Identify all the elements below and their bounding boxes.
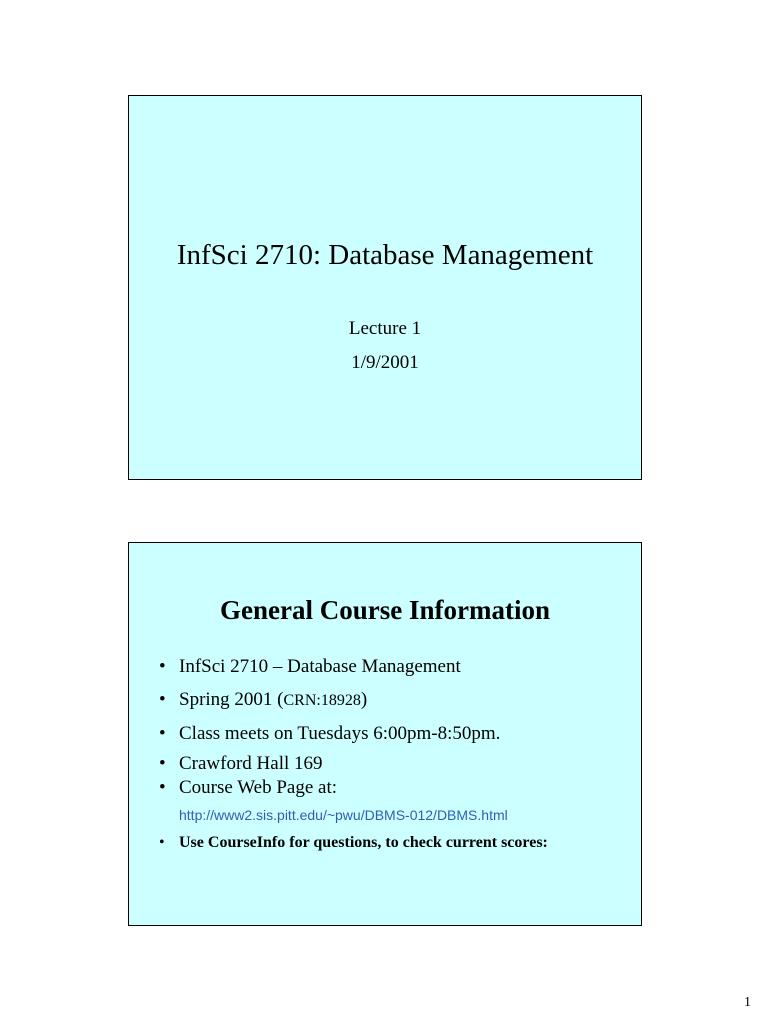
bullet-text: Course Web Page at: xyxy=(179,777,338,798)
courseinfo-text: CourseInfo xyxy=(207,834,286,851)
bullet-text: Class meets on Tuesdays 6:00pm-8:50pm. xyxy=(179,723,501,744)
bullet-text: InfSci 2710 – Database Management xyxy=(179,656,461,677)
slide-2-title: General Course Information xyxy=(220,595,550,625)
page-number: 1 xyxy=(744,995,751,1010)
slide-1 xyxy=(128,95,642,480)
use-prefix: Use xyxy=(179,834,208,851)
bullet-web-page xyxy=(155,776,631,800)
lecture-date: 1/9/2001 xyxy=(351,352,419,373)
term-text: Spring 2001 ( xyxy=(179,689,284,710)
bullet-icon: • xyxy=(159,723,166,744)
term-suffix: ) xyxy=(360,689,368,710)
bullet-icon: • xyxy=(159,753,166,774)
crn-text: CRN:18928 xyxy=(283,692,361,709)
bullet-icon: • xyxy=(159,656,166,677)
lecture-number: Lecture 1 xyxy=(348,318,422,339)
use-suffix: for questions, to check current scores: xyxy=(285,834,548,851)
bullet-list xyxy=(155,655,631,854)
bullet-text: Crawford Hall 169 xyxy=(179,753,323,774)
bullet-term xyxy=(155,688,631,713)
bullet-courseinfo xyxy=(155,832,631,854)
bullet-icon: • xyxy=(159,777,166,798)
bullet-icon: • xyxy=(159,689,166,710)
slide-1-title: InfSci 2710: Database Management xyxy=(176,239,594,271)
bullet-course xyxy=(155,655,631,679)
bullet-location xyxy=(155,752,631,776)
bullet-icon: • xyxy=(159,834,165,851)
course-web-link[interactable]: http://www2.sis.pitt.edu/~pwu/DBMS-012/DBMS.html xyxy=(179,807,508,823)
slide-2 xyxy=(128,542,642,926)
bullet-schedule xyxy=(155,722,631,746)
